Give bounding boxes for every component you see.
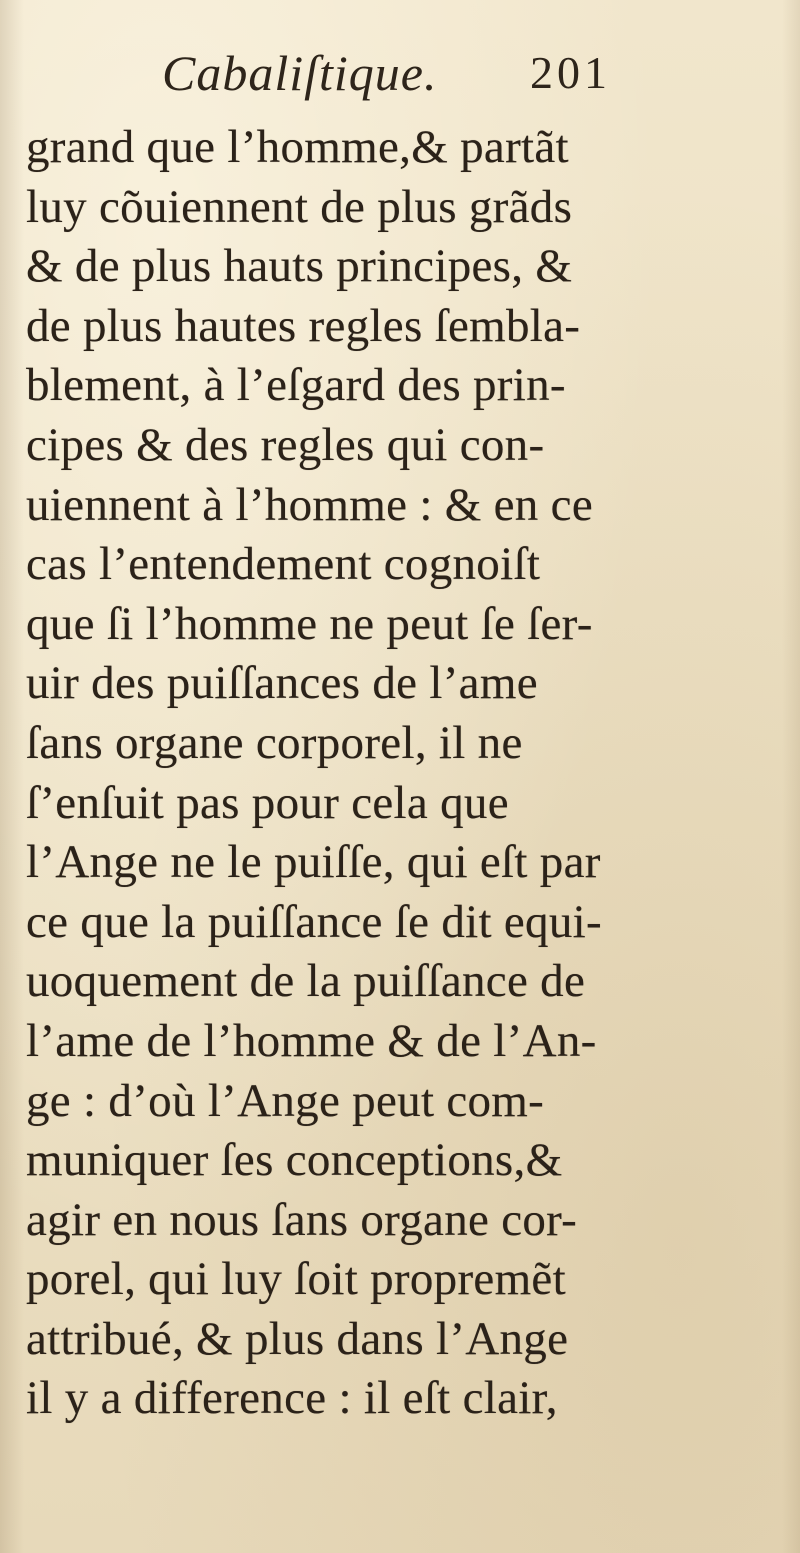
text-line-17: ge : d’où l’Ange peut com- [26, 1074, 545, 1127]
text-line-5: blement, à l’eſgard des prin- [26, 359, 566, 412]
text-line-18: muniquer ſes conceptions,& [26, 1134, 563, 1187]
text-line-4: de plus hautes regles ſembla- [26, 299, 581, 352]
running-head [0, 38, 800, 108]
text-line-7: uiennent à l’homme : & en ce [26, 478, 593, 531]
text-line-20: porel, qui luy ſoit propremẽt [26, 1253, 566, 1306]
text-line-9: que ſi l’homme ne peut ſe ſer- [26, 597, 593, 650]
text-line-1: grand que l’homme,& partãt [26, 121, 569, 173]
text-line-22: il y a difference : il eſt clair, [26, 1372, 558, 1425]
running-title: Cabaliſtique. [162, 45, 438, 101]
text-line-12: ſ’enſuit pas pour cela que [26, 776, 509, 829]
text-line-19: agir en nous ſans organe cor- [26, 1193, 578, 1246]
page-number: 201 [530, 47, 611, 98]
text-line-11: ſans organe corporel, il ne [26, 716, 523, 769]
text-line-6: cipes & des regles qui con- [26, 418, 545, 471]
text-line-3: & de plus hauts principes, & [26, 240, 573, 293]
text-line-10: uir des puiſſances de l’ame [26, 657, 538, 710]
text-line-8: cas l’entendement cognoiſt [26, 538, 541, 591]
body-text [26, 118, 766, 1429]
text-line-15: uoquement de la puiſſance de [26, 955, 586, 1008]
text-line-21: attribué, & plus dans l’Ange [26, 1312, 569, 1365]
text-line-14: ce que la puiſſance ſe dit equi- [26, 895, 602, 948]
text-line-2: luy cõuiennent de plus grãds [26, 180, 573, 233]
text-line-16: l’ame de l’homme & de l’An- [26, 1014, 597, 1067]
text-line-13: l’Ange ne le puiſſe, qui eſt par [26, 836, 601, 889]
